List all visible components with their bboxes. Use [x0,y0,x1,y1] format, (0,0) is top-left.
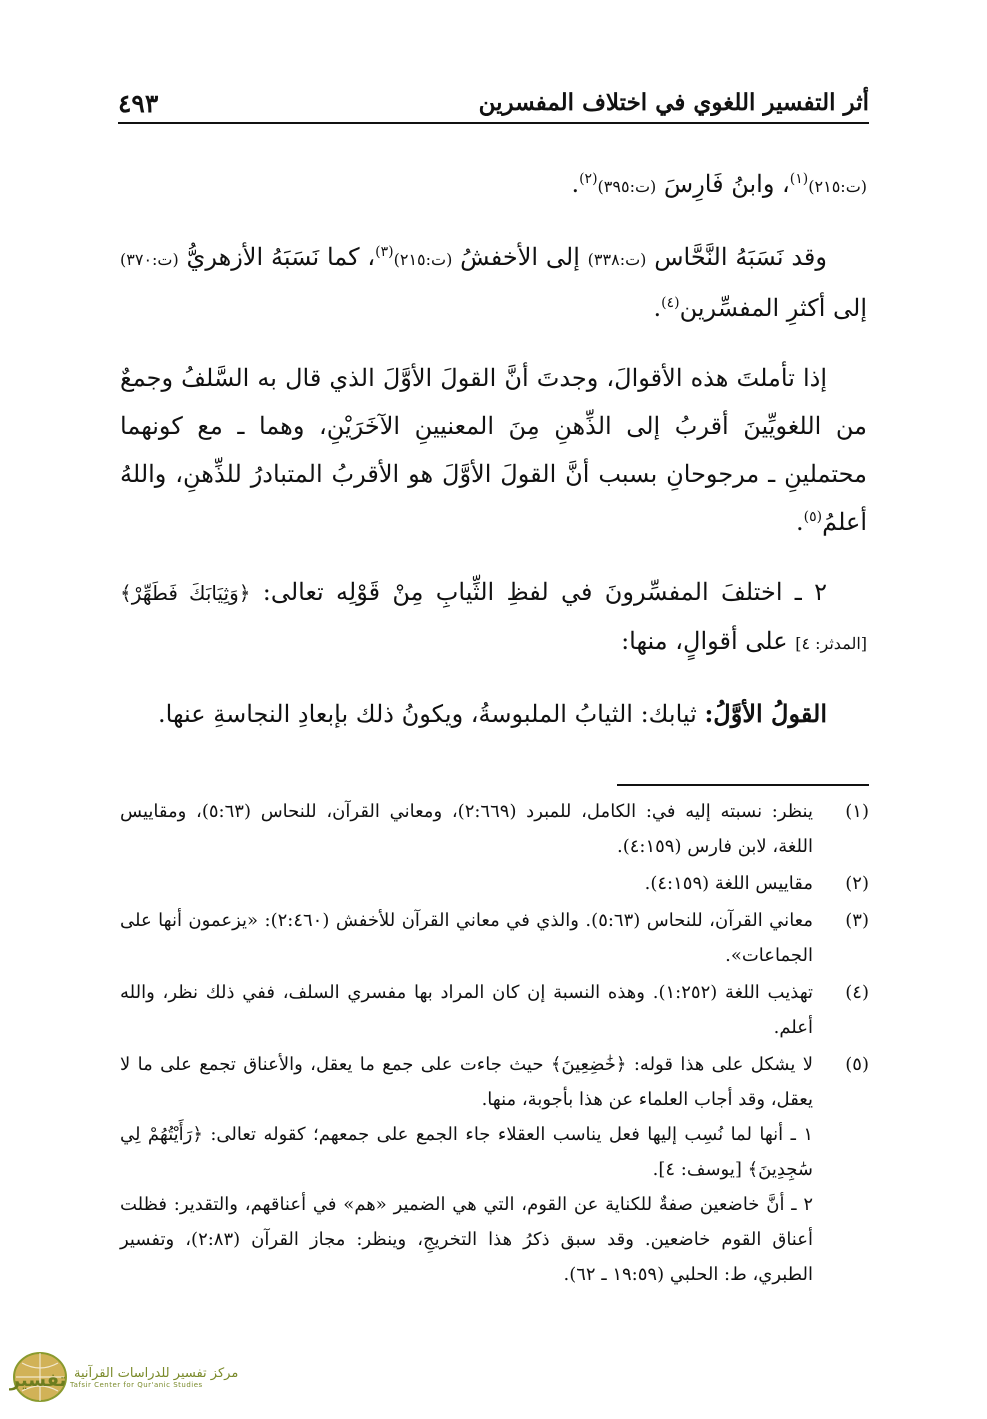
logo-emblem-text: تفسير [9,1370,67,1391]
publisher-logo [6,1345,264,1409]
death-date: (ت:٣٣٨) [587,250,647,269]
footnote-text [120,1047,813,1292]
text-run: . [571,170,580,198]
footnote-text: مقاييس اللغة (٤:١٥٩). [644,873,813,894]
paragraph-4 [120,568,867,668]
footnote-number: (٤) [845,982,869,1003]
footnote [120,975,869,1045]
footnote-text: معاني القرآن، للنحاس (٥:٦٣). والذي في معاني القرآن للأخفش (٢:٤٦٠): «يزعمون أنها على الجماعات». [120,910,814,966]
text-run: إلى الأخفشُ [452,243,588,271]
paragraph-3 [120,354,867,546]
footnote-ref: (٢) [579,171,598,187]
footnote-number: (٢) [845,873,869,894]
text-run: على أقوالٍ، منها: [621,627,796,655]
footnote-text: ينظر: نسبته إليه في: الكامل، للمبرد (٢:٦٦٩)، ومعاني القرآن، للنحاس (٥:٦٣)، ومقاييس اللغة، لابن فارس (٤:١٥٩). [120,801,813,857]
footnote-number: (١) [845,801,869,822]
text-run: ثيابك: الثيابُ الملبوسةُ، ويكونُ ذلك بإبعادِ النجاسةِ عنها. [158,700,705,728]
logo-name: مركز تفسير للدراسات القرآنية [74,1365,239,1381]
footnote [120,1047,869,1292]
text-run: إلى أكثرِ المفسِّرين [679,294,867,322]
footnote [120,794,869,864]
footnote-subpoint: ٢ ـ أنَّ خاضعين صفةٌ للكناية عن القوم، التي هي الضمير «هم» في أعناقهم، والتقدير: فظلت أعناق القوم خاضعين. وقد سبق ذكرُ هذا التخريجِ، وينظر: مجاز القرآن (٢:٨٣)، وتفسير الطبري، ط: الحلبي (١٩:٥٩ ـ ٦٢). [120,1194,813,1285]
text-run: ٢ ـ اختلفَ المفسِّرونَ في لفظِ الثِّيابِ مِنْ قَوْلِه تعالى: [250,578,827,606]
footnote [120,903,869,973]
text-run: . [795,508,804,536]
page-header [118,80,869,124]
footnote-number: (٥) [845,1054,869,1075]
footnote-subpoint: ١ ـ أنها لما نُسِب إليها فعل يناسب العقلاء جاء الجمع على جمعهم؛ كقوله تعالى: ﴿رَأَيْتُهُمْ لِي سَٰجِدِينَ﴾ [يوسف: ٤]. [120,1124,813,1180]
death-date: (ت:٢١٥) [808,177,867,196]
footnote-separator [617,784,869,786]
footnotes [120,794,869,1294]
paragraph-2 [120,233,867,332]
footnote-text: تهذيب اللغة (١:٢٥٢). وهذه النسبة إن كان المراد بها مفسري السلف، ففي ذلك نظر، والله أعلم. [120,982,813,1038]
paragraph-1 [120,160,867,211]
footnote-ref: (٤) [661,295,680,311]
text-run: وقد نَسَبَهُ النَّحَّاس [646,243,827,271]
text-run: ، كما نَسَبَهُ الأزهريُّ [178,243,376,271]
main-text [120,160,867,760]
footnote [120,866,869,901]
page-number: ٤٩٣ [118,89,159,118]
death-date: (ت:٣٩٥) [597,177,657,196]
logo-subtitle: Tafsir Center for Qur'anic Studies [70,1380,203,1389]
text-run: . [653,294,662,322]
verse-reference: [المدثر: ٤] [795,634,867,653]
footnote-ref: (٥) [803,509,823,525]
text-run: ، وابنُ فَارِسَ [656,170,790,198]
footnote-ref: (٣) [375,244,394,260]
globe-emblem-icon [6,1348,70,1406]
paragraph-5 [120,690,867,738]
running-title: أثر التفسير اللغوي في اختلاف المفسرين [478,89,869,116]
opinion-heading: القولُ الأوَّلُ: [704,699,827,728]
footnote-text-main: لا يشكل على هذا قوله: ﴿خَٰضِعِينَ﴾ حيث جاءت على جمع ما يعقل، والأعناق تجمع على ما لا يعقل، وقد أجاب العلماء عن هذا بأجوبة، منها. [120,1054,813,1110]
text-run: إذا تأملتَ هذه الأقوالَ، وجدتَ أنَّ القولَ الأوَّلَ الذي قال به السَّلفُ وجمعٌ من اللغويِّينَ أقربُ إلى الذِّهنِ مِنَ المعنيينِ الآخَرَيْنِ، وهما ـ مع كونهما محتملينِ ـ مرجوحانِ بسبب أنَّ القولَ الأوَّلَ هو الأقربُ المتبادرُ للذِّهنِ، واللهُ أعلمُ [120,364,867,536]
death-date: (ت:٢١٥) [393,250,453,269]
quran-verse: ﴿وَثِيَابَكَ فَطَهِّرْ﴾ [120,581,251,605]
footnote-number: (٣) [845,910,869,931]
footnote-ref: (١) [789,171,809,187]
death-date: (ت:٣٧٠) [120,250,179,269]
